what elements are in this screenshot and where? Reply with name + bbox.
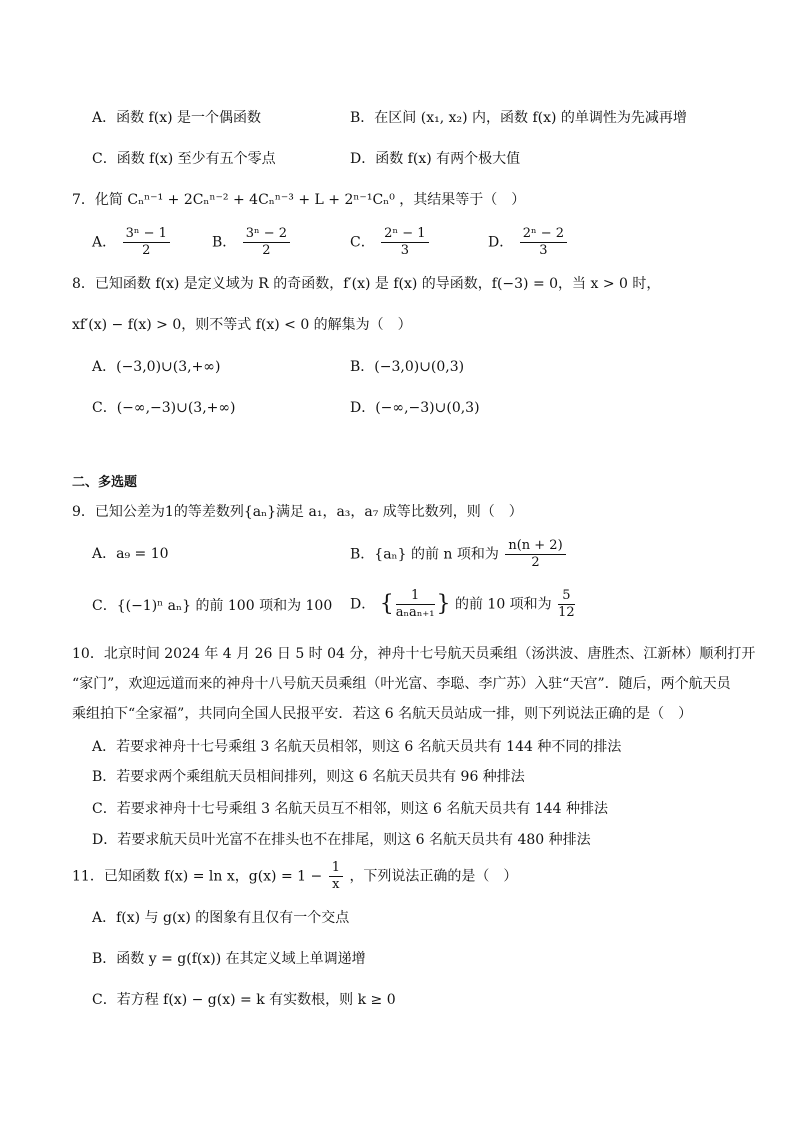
- numerator: 3ⁿ − 1: [123, 226, 170, 243]
- q9-option-b: [350, 538, 568, 571]
- numerator: 1: [396, 588, 435, 605]
- fraction: [396, 588, 435, 621]
- q9-stem: 9．已知公差为1的等差数列{aₙ}满足 a₁，a₃，a₇ 成等比数列，则（ ）: [72, 504, 523, 520]
- denominator: 3: [539, 243, 548, 258]
- q6-option-b: B．在区间 (x₁, x₂) 内，函数 f(x) 的单调性为先减再增: [350, 110, 687, 126]
- fraction: [558, 588, 575, 621]
- q11-stem: [72, 860, 517, 893]
- q7-stem: 7．化简 Cₙⁿ⁻¹ + 2Cₙⁿ⁻² + 4Cₙⁿ⁻³ + L + 2ⁿ⁻¹Cₙ⁰ ，其结果等于（ ）: [72, 192, 526, 208]
- q8-option-b: B．(−3,0)∪(0,3): [350, 359, 465, 375]
- fraction: [123, 226, 170, 259]
- option-label: D．: [350, 596, 376, 613]
- q7-option-b: [212, 226, 292, 259]
- fraction: [243, 226, 290, 259]
- q11-option-c: C．若方程 f(x) − g(x) = k 有实数根，则 k ≥ 0: [92, 992, 396, 1008]
- q9-option-c: C．{(−1)ⁿ aₙ} 的前 100 项和为 100: [92, 598, 333, 614]
- right-brace: }: [436, 591, 451, 617]
- numerator: n(n + 2): [505, 538, 565, 555]
- q8-stem-line2: xf′(x) − f(x) > 0，则不等式 f(x) < 0 的解集为（ ）: [72, 317, 412, 333]
- left-brace: {: [379, 591, 394, 617]
- q11-option-b: B．函数 y = g(f(x)) 在其定义域上单调递增: [92, 951, 366, 967]
- q7-option-a: [92, 226, 172, 259]
- option-text: 的前 10 项和为: [454, 596, 552, 613]
- numerator: 3ⁿ − 2: [243, 226, 290, 243]
- numerator: 2ⁿ − 1: [381, 226, 428, 243]
- q10-option-c: C．若要求神舟十七号乘组 3 名航天员互不相邻，则这 6 名航天员共有 144 种排法: [92, 801, 608, 817]
- q8-option-d: D．(−∞,−3)∪(0,3): [350, 400, 480, 416]
- denominator: 2: [531, 555, 540, 570]
- q10-stem-line3: 乘组拍下“全家福”，共同向全国人民报平安．若这 6 名航天员站成一排，则下列说法正确的是（ ）: [72, 706, 693, 722]
- q10-option-d: D．若要求航天员叶光富不在排头也不在排尾，则这 6 名航天员共有 480 种排法: [92, 832, 591, 848]
- q7-option-d: [488, 226, 569, 259]
- fraction: [329, 860, 343, 893]
- option-label: C．: [350, 234, 375, 251]
- q11-option-a: A．f(x) 与 g(x) 的图象有且仅有一个交点: [92, 910, 350, 926]
- option-label: B．: [212, 234, 237, 251]
- denominator: 3: [400, 243, 409, 258]
- fraction: [381, 226, 428, 259]
- numerator: 5: [558, 588, 575, 605]
- denominator: x: [332, 877, 340, 892]
- q10-stem-line1: 10．北京时间 2024 年 4 月 26 日 5 时 04 分，神舟十七号航天员乘组（汤洪波、唐胜杰、江新林）顺利打开: [72, 646, 756, 662]
- q6-option-d: D．函数 f(x) 有两个极大值: [350, 151, 521, 167]
- section-heading: 二、多选题: [72, 475, 138, 490]
- q9-option-a: A．a₉ = 10: [92, 546, 169, 562]
- q7-option-c: [350, 226, 431, 259]
- q9-option-d: [350, 588, 577, 621]
- q8-option-a: A．(−3,0)∪(3,+∞): [92, 359, 221, 375]
- denominator: 2: [142, 243, 151, 258]
- denominator: 12: [558, 605, 575, 620]
- q10-option-b: B．若要求两个乘组航天员相间排列，则这 6 名航天员共有 96 种排法: [92, 769, 525, 785]
- q10-option-a: A．若要求神舟十七号乘组 3 名航天员相邻，则这 6 名航天员共有 144 种不同的排法: [92, 739, 622, 755]
- fraction: [520, 226, 567, 259]
- q10-stem-line2: “家门”，欢迎远道而来的神舟十八号航天员乘组（叶光富、李聪、李广苏）入驻“天宫”．随后，两个航天员: [72, 676, 731, 692]
- option-text: B．{aₙ} 的前 n 项和为: [350, 546, 499, 563]
- stem-text: 11．已知函数 f(x) = ln x，g(x) = 1 −: [72, 868, 323, 885]
- option-label: A．: [92, 234, 117, 251]
- numerator: 1: [329, 860, 343, 877]
- q8-stem-line1: 8．已知函数 f(x) 是定义域为 R 的奇函数，f′(x) 是 f(x) 的导函数，f(−3) = 0，当 x > 0 时，: [72, 276, 661, 292]
- fraction: [505, 538, 565, 571]
- option-label: D．: [488, 234, 514, 251]
- q6-option-c: C．函数 f(x) 至少有五个零点: [92, 151, 276, 167]
- stem-text: ，下列说法正确的是（ ）: [349, 868, 518, 885]
- numerator: 2ⁿ − 2: [520, 226, 567, 243]
- q8-option-c: C．(−∞,−3)∪(3,+∞): [92, 400, 236, 416]
- q6-option-a: A．函数 f(x) 是一个偶函数: [92, 110, 262, 126]
- denominator: aₙaₙ₊₁: [395, 605, 435, 620]
- denominator: 2: [262, 243, 271, 258]
